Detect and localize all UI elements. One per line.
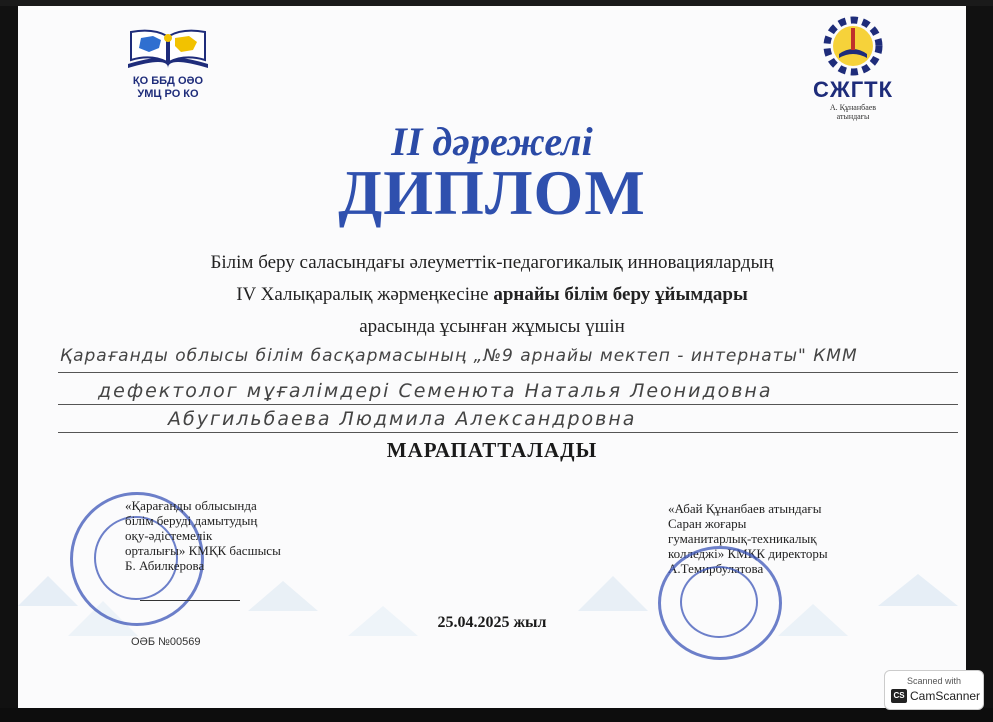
rule-1 [58, 372, 958, 373]
sig-right-line: гуманитарлық-техникалық [668, 531, 817, 546]
text-line-2-prefix: IV Халықаралық жәрмеңкесіне [236, 284, 494, 305]
sig-right-name: А.Темирбулатова [668, 561, 764, 576]
sig-right-line: «Абай Құнанбаев атындағы [668, 501, 822, 516]
rule-3 [58, 432, 958, 433]
award-text: МАРАПАТТАЛАДЫ [386, 438, 598, 462]
sig-left-line: оқу-әдістемелік [125, 528, 213, 543]
sig-left-line: орталығы» КМҚК басшысы [125, 543, 281, 558]
text-line-2-bold: арнайы білім беру ұйымдары [493, 284, 748, 305]
gear-book-icon [821, 14, 885, 78]
sig-left-name: Б. Абилкерова [125, 558, 205, 573]
sig-right-line: Саран жоғары [668, 516, 747, 531]
umc-logo [113, 24, 223, 101]
signature-block-left [125, 498, 281, 573]
sig-left-line: білім беруді дамытудың [125, 513, 258, 528]
camscanner-brand: CamScanner [910, 689, 981, 703]
sig-right-line: колледжі» КМҚК директоры [668, 546, 828, 561]
degree-heading: II дәрежелі [391, 119, 593, 164]
camscanner-icon: CS [891, 689, 907, 703]
college-abbr: СЖГТК [812, 77, 894, 102]
book-map-icon [123, 24, 213, 70]
scanned-with-label: Scanned with [906, 676, 962, 686]
college-sub-name: А. Құнанбаев [829, 103, 877, 112]
text-line-3: арасында ұсынған жұмысы үшін [359, 316, 625, 337]
umc-name-kz: ҚО ББД ОӘО [132, 75, 204, 87]
bottom-frame [0, 708, 993, 722]
diploma-title: ДИПЛОМ [338, 157, 646, 228]
handwritten-line-1: Қарағанды облысы білім басқармасының „№9 арнайы мектеп - интернаты" КММ [60, 346, 858, 366]
diploma-page [18, 6, 966, 708]
rule-2 [58, 404, 958, 405]
sig-left-line: «Қарағанды облысында [125, 498, 257, 513]
camscanner-badge [884, 670, 984, 710]
registration-number: ОӘБ №00569 [131, 636, 201, 648]
college-sub-suffix: атындағы [836, 112, 870, 121]
college-logo [798, 14, 908, 121]
text-line-1: Білім беру саласындағы әлеуметтік-педагогикалық инновациялардың [210, 252, 774, 273]
handwritten-line-3: Абугильбаева Людмила Александровна [168, 408, 637, 430]
text-line-2 [18, 284, 966, 306]
issue-date: 25.04.2025 жыл [437, 614, 547, 631]
handwritten-line-2: дефектолог мұғалімдері Семенюта Наталья Леонидовна [98, 380, 773, 402]
umc-name-ru: УМЦ РО КО [137, 88, 199, 100]
signature-underline-left [140, 600, 240, 601]
